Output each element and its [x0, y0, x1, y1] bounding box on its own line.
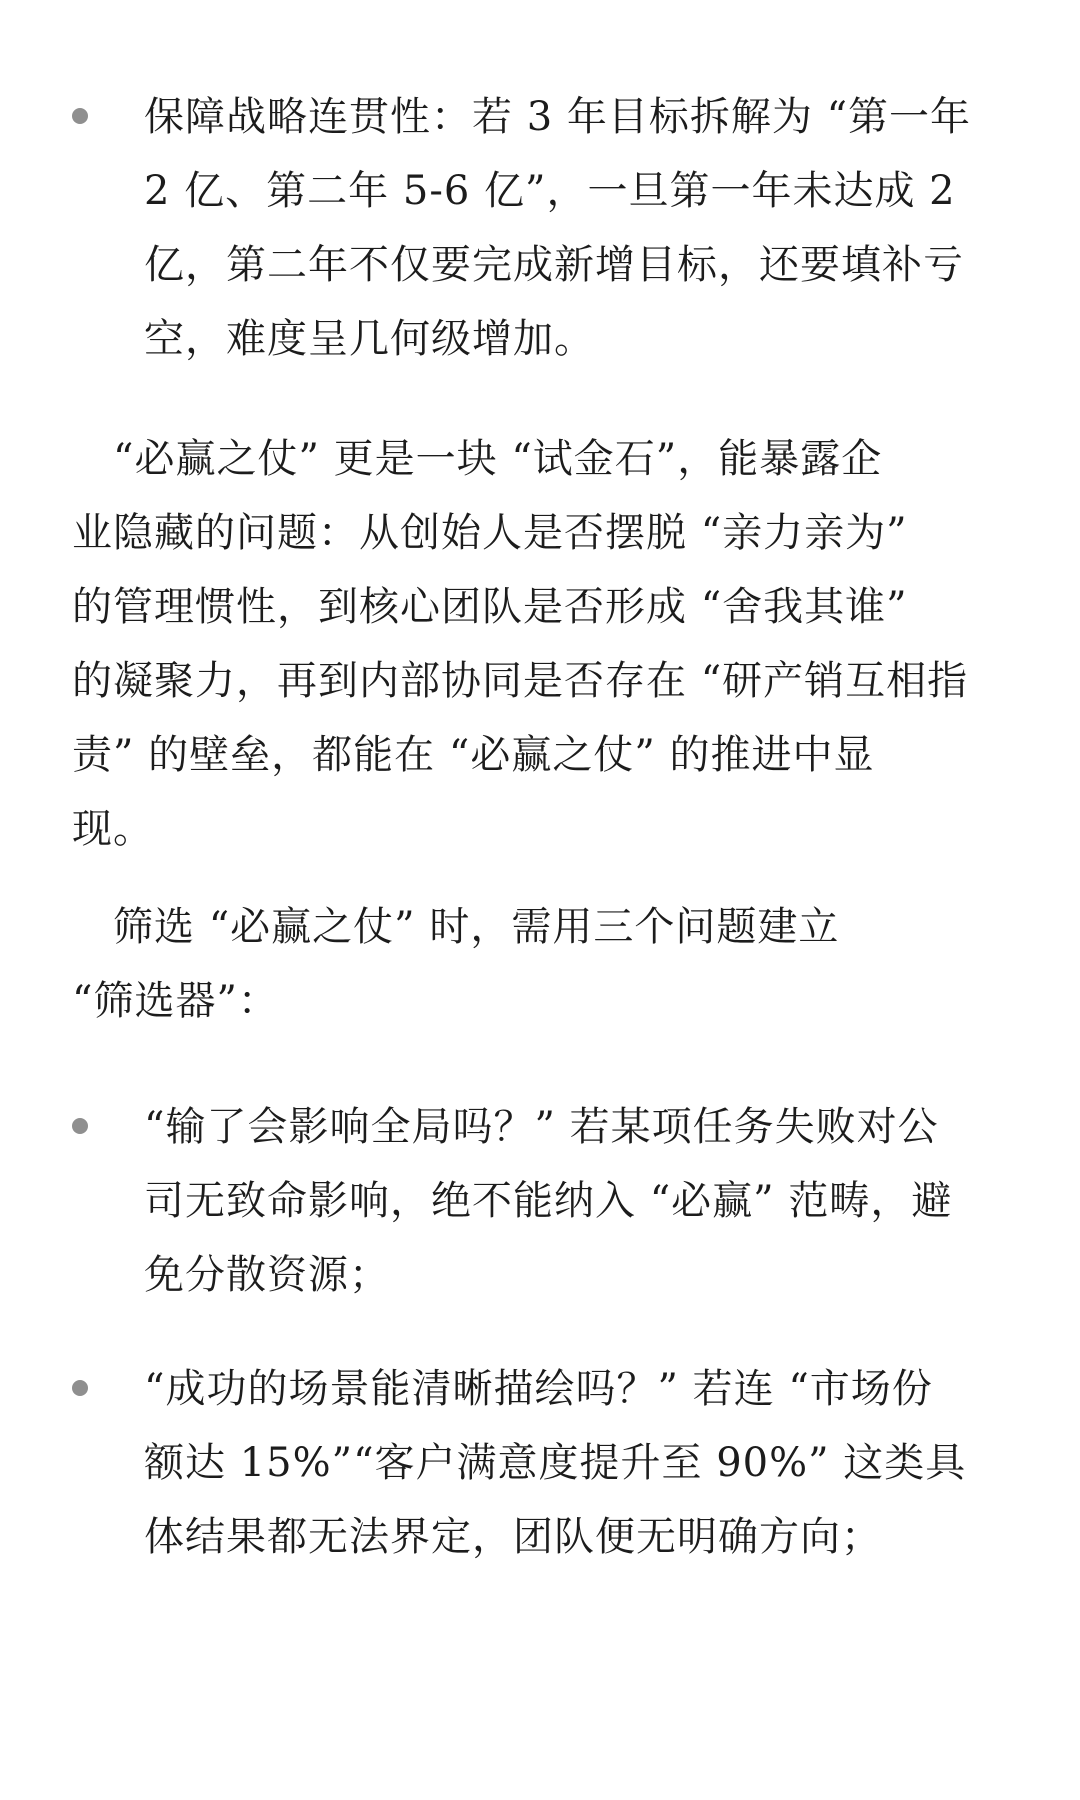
text-line: 亿，第二年不仅要完成新增目标，还要填补亏: [144, 242, 964, 288]
text-line: “筛选器”：: [72, 978, 279, 1024]
text-line: 责” 的壁垒，都能在 “必赢之仗” 的推进中显: [72, 732, 875, 778]
bullet-dot-icon: [72, 1380, 88, 1396]
text-line: 额达 15%”“客户满意度提升至 90%” 这类具: [144, 1440, 967, 1486]
bullet-text: [144, 1090, 1012, 1312]
text-line: 的凝聚力，再到内部协同是否存在 “研产销互相指: [72, 658, 969, 704]
text-line: 体结果都无法界定，团队便无明确方向；: [144, 1514, 882, 1560]
text-line: 免分散资源；: [144, 1252, 390, 1298]
text-line: “成功的场景能清晰描绘吗？” 若连 “市场份: [144, 1366, 933, 1412]
bullet-text: [144, 80, 1012, 376]
bullet-dot-icon: [72, 1118, 88, 1134]
text-line: “必赢之仗” 更是一块 “试金石”，能暴露企: [72, 436, 883, 482]
text-line: “输了会影响全局吗？” 若某项任务失败对公: [144, 1104, 939, 1150]
text-line: 2 亿、第二年 5-6 亿”，一旦第一年未达成 2: [144, 168, 956, 214]
text-line: 业隐藏的问题：从创始人是否摆脱 “亲力亲为”: [72, 510, 908, 556]
paragraph-filter-intro: [72, 890, 1012, 1038]
text-line: 司无致命影响，绝不能纳入 “必赢” 范畴，避: [144, 1178, 953, 1224]
paragraph-touchstone: [72, 422, 1012, 866]
bullet-text: [144, 1352, 1012, 1574]
text-line: 现。: [72, 806, 154, 852]
text-line: 筛选 “必赢之仗” 时，需用三个问题建立: [72, 904, 840, 950]
text-line: 保障战略连贯性：若 3 年目标拆解为 “第一年: [144, 94, 972, 140]
bullet-dot-icon: [72, 108, 88, 124]
text-line: 的管理惯性，到核心团队是否形成 “舍我其谁”: [72, 584, 908, 630]
text-line: 空，难度呈几何级增加。: [144, 316, 595, 362]
